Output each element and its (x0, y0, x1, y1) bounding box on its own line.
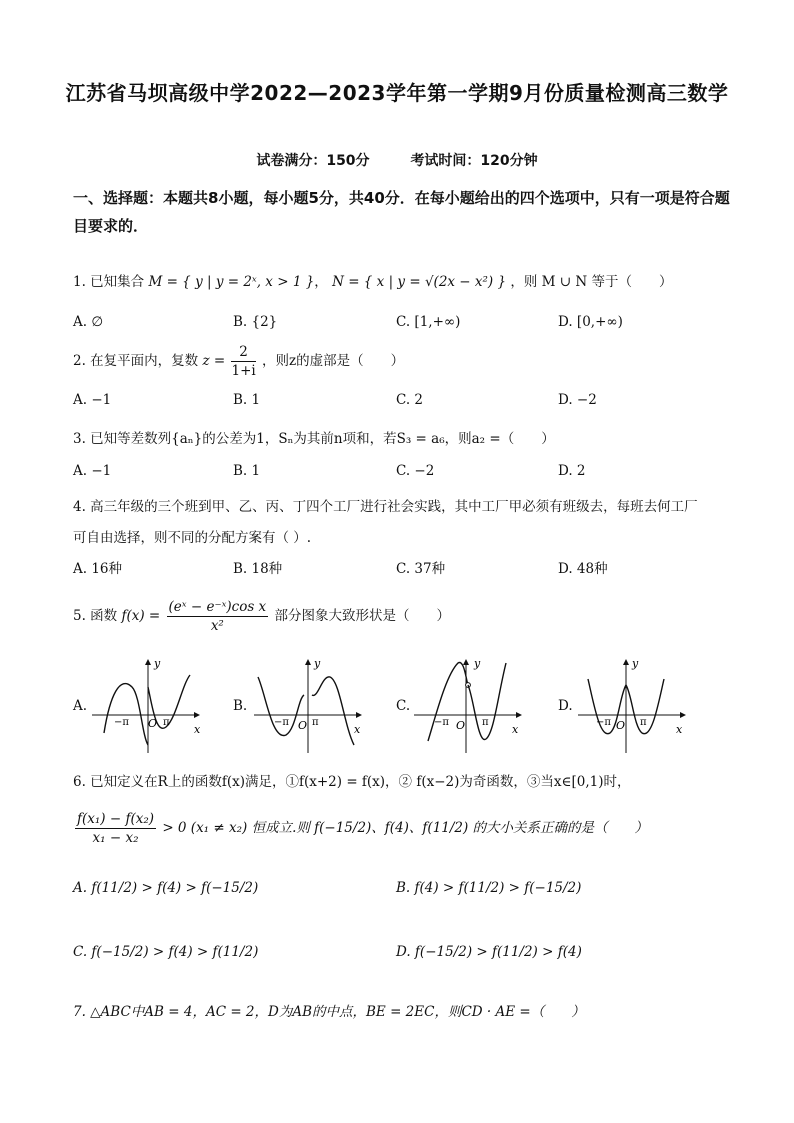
q6-option-a[interactable]: A. f(11/2) > f(4) > f(−15/2) (73, 880, 259, 896)
question-4-line-2: 可自由选择，则不同的分配方案有（ ）. (73, 530, 312, 546)
question-4-line-1: 4. 高三年级的三个班到甲、乙、丙、丁四个工厂进行社会实践，其中工厂甲必须有班级去，每班去何工厂 (73, 499, 698, 515)
q3-option-a[interactable]: A. −1 (73, 463, 112, 479)
q5-option-c[interactable]: C. (396, 698, 411, 714)
q5-c-pi: π (482, 717, 489, 728)
question-7: 7. △ABC中AB = 4，AC = 2，D为AB的中点，BE = 2EC，则CD · AE =（ ） (73, 1004, 585, 1020)
q5-d-origin: O (616, 719, 626, 732)
q1-option-d[interactable]: D. [0,+∞) (558, 314, 623, 330)
q2-option-d[interactable]: D. −2 (558, 392, 597, 408)
q3-option-b[interactable]: B. 1 (233, 463, 261, 479)
section-heading: 一、选择题：本题共8小题，每小题5分，共40分．在每小题给出的四个选项中，只有一项是符合题目要求的． (73, 189, 730, 235)
question-6-line-2 (73, 810, 648, 847)
q3-option-c[interactable]: C. −2 (396, 463, 435, 479)
question-2 (73, 343, 404, 380)
q5-graph-b[interactable] (252, 655, 367, 755)
q6-line-2-post: > 0 (x₁ ≠ x₂) 恒成立.则 f(−15/2)、f(4)、f(11/2) 的大小关系正确的是（ ） (162, 820, 649, 836)
q5-graph-c[interactable] (412, 655, 527, 755)
q5-d-neg-pi: −π (596, 717, 611, 728)
q5-a-origin: O (148, 717, 158, 730)
q5-graph-d[interactable] (576, 655, 691, 755)
q5-option-b[interactable]: B. (233, 698, 248, 714)
question-5 (73, 598, 450, 635)
q1-option-c[interactable]: C. [1,+∞) (396, 314, 461, 330)
q5-stem-pre: 5. 函数 (73, 608, 118, 624)
q1-stem-pre: 1. 已知集合 (73, 274, 145, 290)
q5-c-neg-pi: −π (434, 717, 449, 728)
q2-denominator: 1+i (231, 363, 256, 379)
q5-b-origin: O (298, 719, 308, 732)
q1-option-a[interactable]: A. ∅ (73, 314, 104, 330)
q6-option-b[interactable]: B. f(4) > f(11/2) > f(−15/2) (396, 880, 582, 896)
q2-z: z = (202, 353, 226, 369)
q5-option-d[interactable]: D. (558, 698, 573, 714)
q6-option-d[interactable]: D. f(−15/2) > f(11/2) > f(4) (396, 944, 582, 960)
q4-option-d[interactable]: D. 48种 (558, 561, 608, 577)
q2-fraction (231, 343, 255, 380)
q5-d-y-label: y (632, 657, 639, 670)
q5-fraction (167, 598, 269, 635)
q5-a-pi: π (163, 717, 170, 728)
full-score: 试卷满分：150分 (256, 153, 370, 169)
q5-option-a[interactable]: A. (73, 698, 88, 714)
q6-option-c[interactable]: C. f(−15/2) > f(4) > f(11/2) (73, 944, 259, 960)
q1-option-b[interactable]: B. {2} (233, 314, 278, 330)
q2-option-b[interactable]: B. 1 (233, 392, 261, 408)
q4-option-a[interactable]: A. 16种 (73, 561, 123, 577)
q5-stem-post: 部分图象大致形状是（ ） (274, 608, 450, 624)
q5-c-origin: O (456, 719, 466, 732)
q4-option-c[interactable]: C. 37种 (396, 561, 446, 577)
q4-option-b[interactable]: B. 18种 (233, 561, 283, 577)
exam-info (0, 150, 794, 170)
exam-time: 考试时间：120分钟 (410, 153, 538, 169)
q3-option-d[interactable]: D. 2 (558, 463, 586, 479)
q1-set-m: M = { y | y = 2ˣ, x > 1 } (148, 274, 315, 290)
q5-c-y-label: y (474, 657, 481, 670)
q5-d-x-label: x (676, 723, 683, 736)
q6-denominator: x₁ − x₂ (92, 830, 139, 846)
q5-c-x-label: x (512, 723, 519, 736)
q2-numerator: 2 (231, 343, 255, 362)
q5-graph-a[interactable] (90, 655, 205, 755)
q5-denominator: x² (210, 618, 224, 634)
q2-stem-pre: 2. 在复平面内，复数 (73, 353, 199, 369)
q5-d-pi: π (640, 717, 647, 728)
q5-b-neg-pi: −π (274, 717, 289, 728)
q6-fraction (75, 810, 156, 847)
question-6-line-1: 6. 已知定义在R上的函数f(x)满足，①f(x+2) = f(x)，② f(x−2)为奇函数，③当x∈[0,1)时， (73, 774, 631, 790)
q5-b-x-label: x (354, 723, 361, 736)
q2-stem-post: ，则z的虚部是（ ） (262, 353, 405, 369)
q5-b-pi: π (312, 717, 319, 728)
q5-b-y-label: y (314, 657, 321, 670)
q2-option-c[interactable]: C. 2 (396, 392, 424, 408)
q5-f: f(x) = (121, 608, 161, 624)
q5-a-neg-pi: −π (114, 717, 129, 728)
q5-numerator: (eˣ − e⁻ˣ)cos x (168, 599, 267, 615)
q5-a-x-label: x (194, 723, 201, 736)
question-1: 1. 已知集合 M = { y | y = 2ˣ, x > 1 }， N = { x | y = √(2x − x²) } ，则 M ∪ N 等于（ ） (73, 274, 673, 290)
q5-a-y-label: y (154, 657, 161, 670)
q1-stem-post: ，则 M ∪ N 等于（ ） (510, 274, 673, 290)
q1-set-n: N = { x | y = √(2x − x²) } (332, 274, 507, 290)
page-title: 江苏省马坝高级中学2022—2023学年第一学期9月份质量检测高三数学 (65, 81, 729, 105)
question-3: 3. 已知等差数列{aₙ}的公差为1，Sₙ为其前n项和，若S₃ = a₆，则a₂ =（ ） (73, 431, 555, 447)
q2-option-a[interactable]: A. −1 (73, 392, 112, 408)
q6-numerator: f(x₁) − f(x₂) (77, 811, 155, 827)
